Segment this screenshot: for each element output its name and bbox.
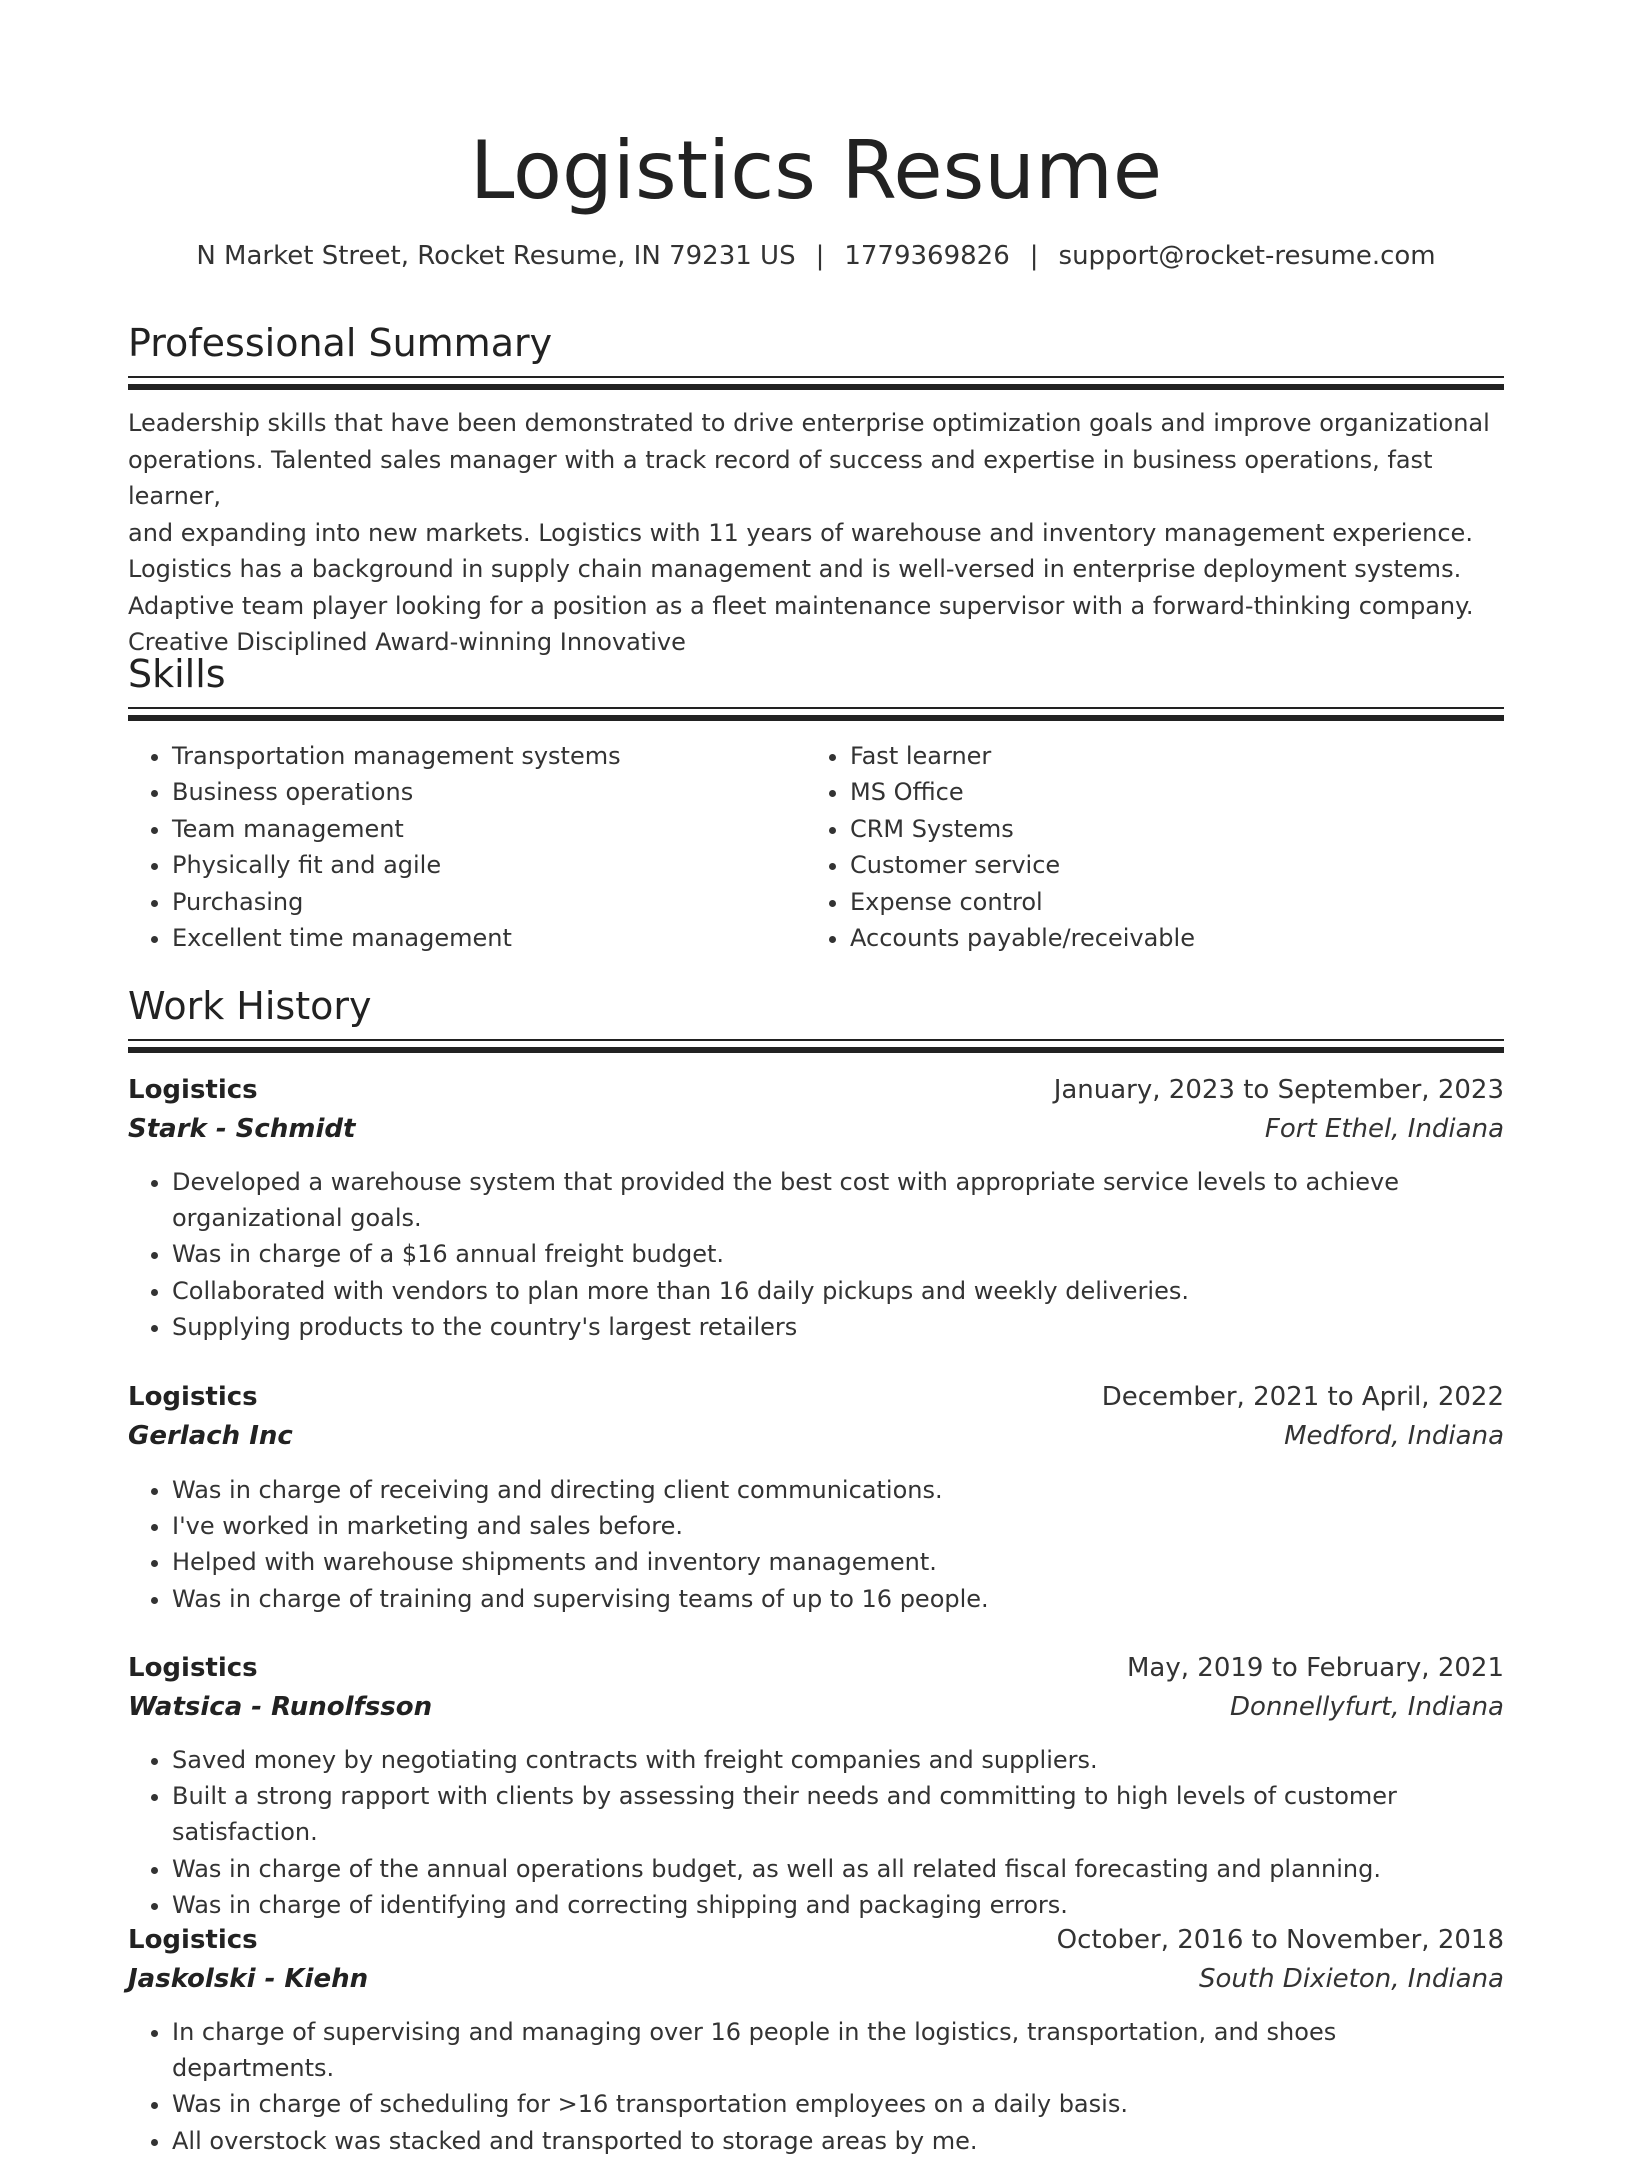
section-title-summary: Professional Summary [128, 321, 553, 365]
job-dates: May, 2019 to February, 2021 [1127, 1653, 1504, 1683]
job-bullet: • Was in charge of receiving and directing client communications. [172, 1472, 1504, 1508]
skill-item: • Excellent time management [172, 920, 806, 956]
section-divider [128, 1039, 1504, 1053]
job-bullet: • Collaborated with vendors to plan more than 16 daily pickups and weekly deliveries. [172, 1273, 1504, 1309]
job-bullet: • Was in charge of training and supervising teams of up to 16 people. [172, 1581, 1504, 1617]
contact-line [0, 238, 1632, 274]
job-location: Donnellyfurt, Indiana [1230, 1692, 1504, 1722]
job-company: Stark - Schmidt [128, 1114, 356, 1144]
job-title: Logistics [128, 1925, 258, 1955]
job-bullet: • All overstock was stacked and transported to storage areas by me. [172, 2123, 1504, 2159]
job-location: Medford, Indiana [1284, 1421, 1504, 1451]
job-dates: October, 2016 to November, 2018 [1056, 1925, 1504, 1955]
job-header [128, 1921, 1504, 1999]
contact-email: support@rocket-resume.com [1058, 241, 1436, 271]
skills-column-left [128, 738, 806, 956]
job-bullet: • Built a strong rapport with clients by assessing their needs and committing to high levels of customer satisfaction. [172, 1778, 1504, 1850]
job-header [128, 1071, 1504, 1149]
job-bullet: • Was in charge of a $16 annual freight budget. [172, 1236, 1504, 1272]
job-bullets [128, 1164, 1504, 1345]
summary-line: Creative Disciplined Award-winning Innovative [128, 628, 686, 656]
job-bullet: • Saved money by negotiating contracts with freight companies and suppliers. [172, 1742, 1504, 1778]
resume-title: Logistics Resume [469, 124, 1163, 217]
skill-item: • Customer service [850, 847, 1484, 883]
skill-item: • Transportation management systems [172, 738, 806, 774]
skills-list [128, 738, 1504, 956]
skill-item: • Accounts payable/receivable [850, 920, 1484, 956]
job-company: Watsica - Runolfsson [128, 1692, 433, 1722]
contact-separator: | [815, 241, 825, 271]
summary-line: Adaptive team player looking for a position as a fleet maintenance supervisor with a forward-thinking company. [128, 591, 1474, 620]
job-bullet: • Was in charge of identifying and correcting shipping and packaging errors. [172, 1887, 1504, 1923]
skill-item: • Physically fit and agile [172, 847, 806, 883]
skill-item: • Business operations [172, 774, 806, 810]
skills-column-right [806, 738, 1484, 956]
job-bullet: • Was in charge of the annual operations budget, as well as all related fiscal forecasting and planning. [172, 1851, 1504, 1887]
job-title: Logistics [128, 1075, 258, 1105]
summary-line: and expanding into new markets. Logistics with 11 years of warehouse and inventory management experience. [128, 518, 1473, 547]
section-title-work-history: Work History [128, 984, 372, 1028]
skill-item: • Team management [172, 811, 806, 847]
contact-phone: 1779369826 [844, 241, 1010, 271]
job-location: Fort Ethel, Indiana [1264, 1114, 1504, 1144]
skill-item: • Fast learner [850, 738, 1484, 774]
job-bullet: • Supplying products to the country's largest retailers [172, 1309, 1504, 1345]
summary-line: operations. Talented sales manager with a track record of success and expertise in business operations, fast learner, [128, 445, 1433, 510]
job-bullet: • I've worked in marketing and sales before. [172, 1508, 1504, 1544]
skill-item: • MS Office [850, 774, 1484, 810]
job-title: Logistics [128, 1653, 258, 1683]
summary-line: Logistics has a background in supply chain management and is well-versed in enterprise deployment systems. [128, 555, 1462, 583]
section-divider [128, 376, 1504, 390]
section-divider [128, 707, 1504, 721]
job-bullet: • Was in charge of scheduling for >16 transportation employees on a daily basis. [172, 2086, 1504, 2122]
job-header [128, 1378, 1504, 1456]
job-bullets [128, 2014, 1504, 2159]
skill-item: • Expense control [850, 884, 1484, 920]
job-location: South Dixieton, Indiana [1198, 1964, 1504, 1994]
job-title: Logistics [128, 1382, 258, 1412]
job-bullet: • In charge of supervising and managing over 16 people in the logistics, transportation, and shoes departments. [172, 2014, 1504, 2086]
job-company: Jaskolski - Kiehn [128, 1964, 369, 1994]
contact-address: N Market Street, Rocket Resume, IN 79231 US [196, 241, 796, 271]
section-title-skills: Skills [128, 652, 226, 696]
summary-text [128, 405, 1504, 661]
job-bullet: • Helped with warehouse shipments and inventory management. [172, 1544, 1504, 1580]
skill-item: • Purchasing [172, 884, 806, 920]
job-bullets [128, 1742, 1504, 1923]
summary-line: Leadership skills that have been demonstrated to drive enterprise optimization goals and improve organizational [128, 409, 1490, 437]
job-dates: December, 2021 to April, 2022 [1101, 1382, 1504, 1412]
job-company: Gerlach Inc [128, 1421, 293, 1451]
job-bullets [128, 1472, 1504, 1617]
job-bullet: • Developed a warehouse system that provided the best cost with appropriate service levels to achieve organizational goals. [172, 1164, 1504, 1236]
contact-separator: | [1029, 241, 1039, 271]
job-header [128, 1649, 1504, 1727]
skill-item: • CRM Systems [850, 811, 1484, 847]
job-dates: January, 2023 to September, 2023 [1053, 1075, 1504, 1105]
